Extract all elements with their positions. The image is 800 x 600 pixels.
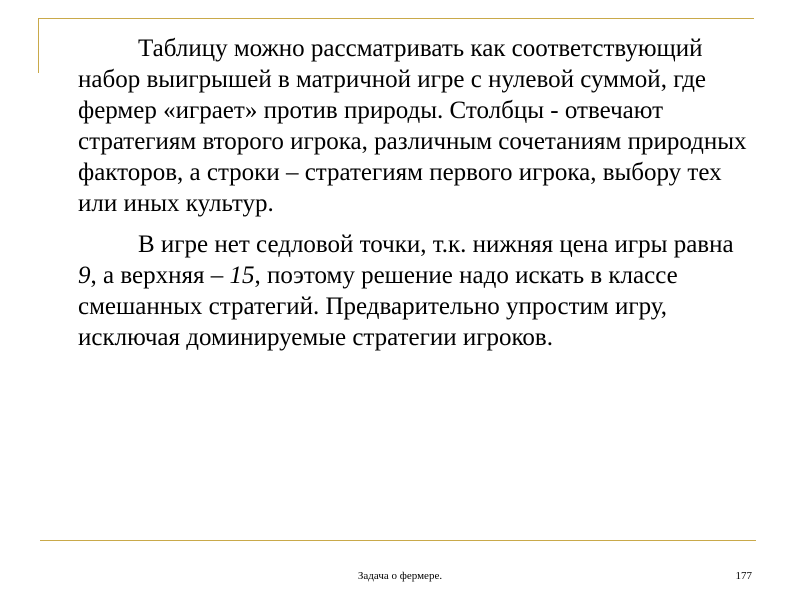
footer-title: Задача о фермере. <box>357 570 443 582</box>
paragraph-2-text-before-lower: В игре нет седловой точки, т.к. нижняя цена игры равна <box>138 231 734 258</box>
upper-price-value: 15 <box>229 262 255 289</box>
slide-body <box>78 33 758 353</box>
paragraph-2 <box>78 229 758 353</box>
top-divider <box>38 18 754 19</box>
bottom-divider <box>40 540 756 541</box>
paragraph-2-text-between: , а верхняя – <box>90 262 230 289</box>
paragraph-2-text-after-upper: , поэтому решение надо искать в классе смешанных стратегий. Предварительно упростим игру, исключая доминируемые стратегии игроков. <box>78 262 678 351</box>
paragraph-1: Таблицу можно рассматривать как соответствующий набор выигрышей в матричной игре с нулевой суммой, где фермер «играет» против природы. Столбцы - отвечают стратегиям второго игрока, различным сочетаниям природных факторов, а строки – стратегиям первого игрока, выбору тех или иных культур. <box>78 35 747 217</box>
lower-price-value: 9 <box>78 262 91 289</box>
left-divider <box>38 18 39 73</box>
page-number: 177 <box>735 570 752 582</box>
